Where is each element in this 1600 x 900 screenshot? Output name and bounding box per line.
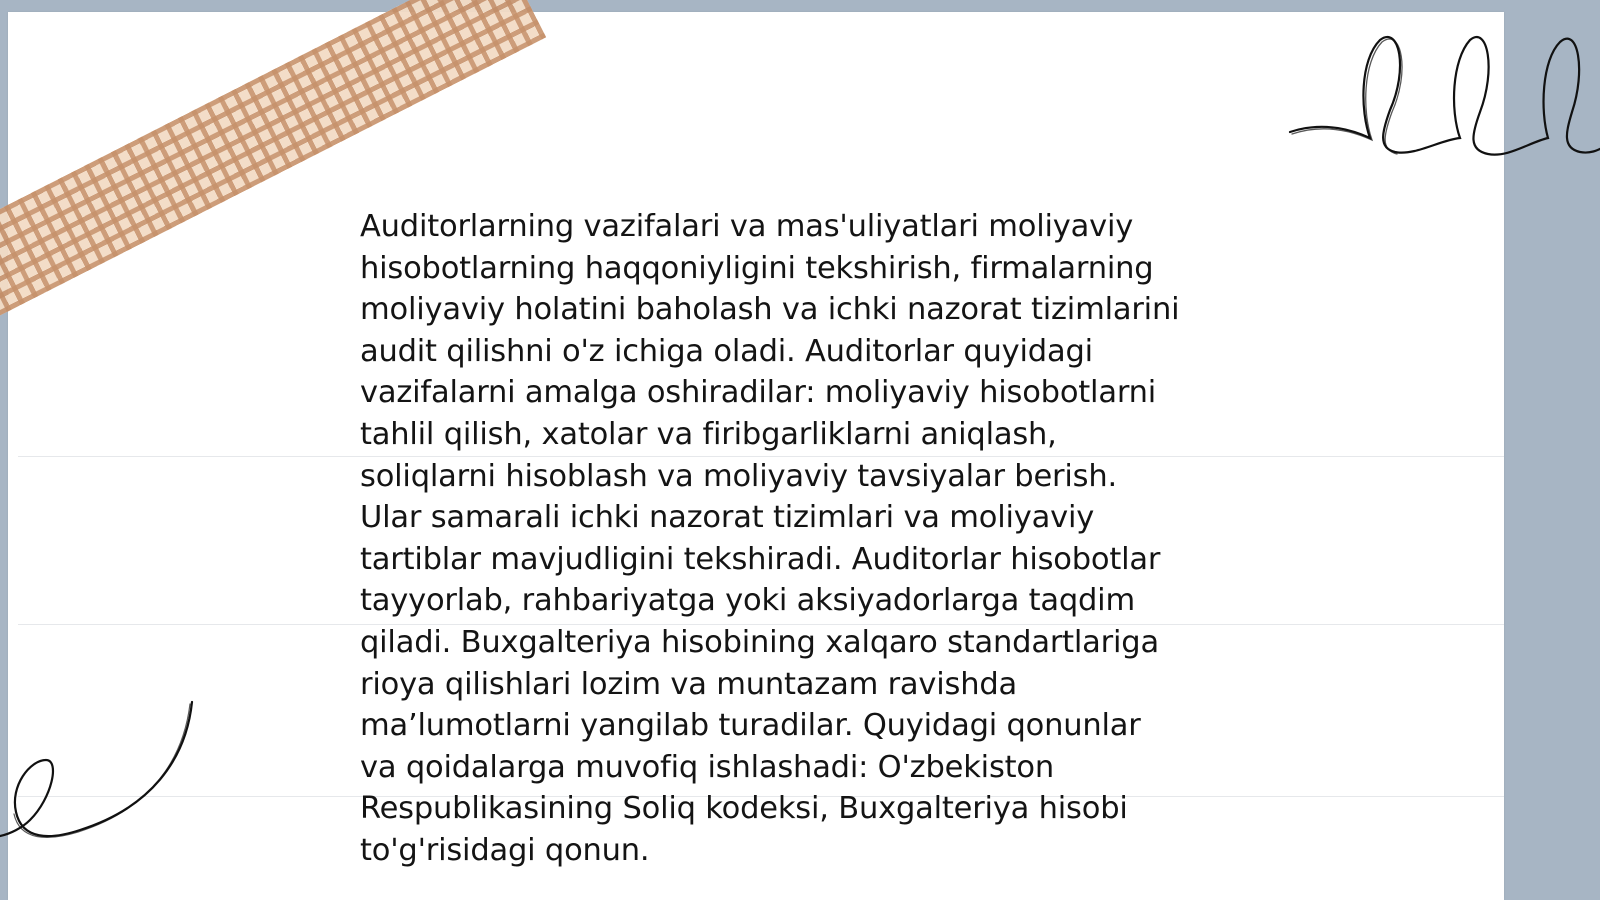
loop-squiggle-icon: [1290, 30, 1600, 170]
curl-squiggle-icon: [0, 690, 200, 850]
body-paragraph: Auditorlarning vazifalari va mas'uliyatlari moliyaviy hisobotlarning haqqoniyligini tekshirish, firmalarning moliyaviy holatini baholash va ichki nazorat tizimlarini audit qilishni o'z ichiga oladi. Auditorlar quyidagi vazifalarni amalga oshiradilar: moliyaviy hisobotlarni tahlil qilish, xatolar va firibgarliklarni aniqlash, soliqlarni hisoblash va moliyaviy tavsiyalar berish. Ular samarali ichki nazorat tizimlari va moliyaviy tartiblar mavjudligini tekshiradi. Auditorlar hisobotlar tayyorlab, rahbariyatga yoki aksiyadorlarga taqdim qiladi. Buxgalteriya hisobining xalqaro standartlariga rioya qilishlari lozim va muntazam ravishda ma’lumotlarni yangilab turadilar. Quyidagi qonunlar va qoidalarga muvofiq ishlashadi: O'zbekiston Respublikasining Soliq kodeksi, Buxgalteriya hisobi to'g'risidagi qonun.: [360, 209, 1180, 868]
